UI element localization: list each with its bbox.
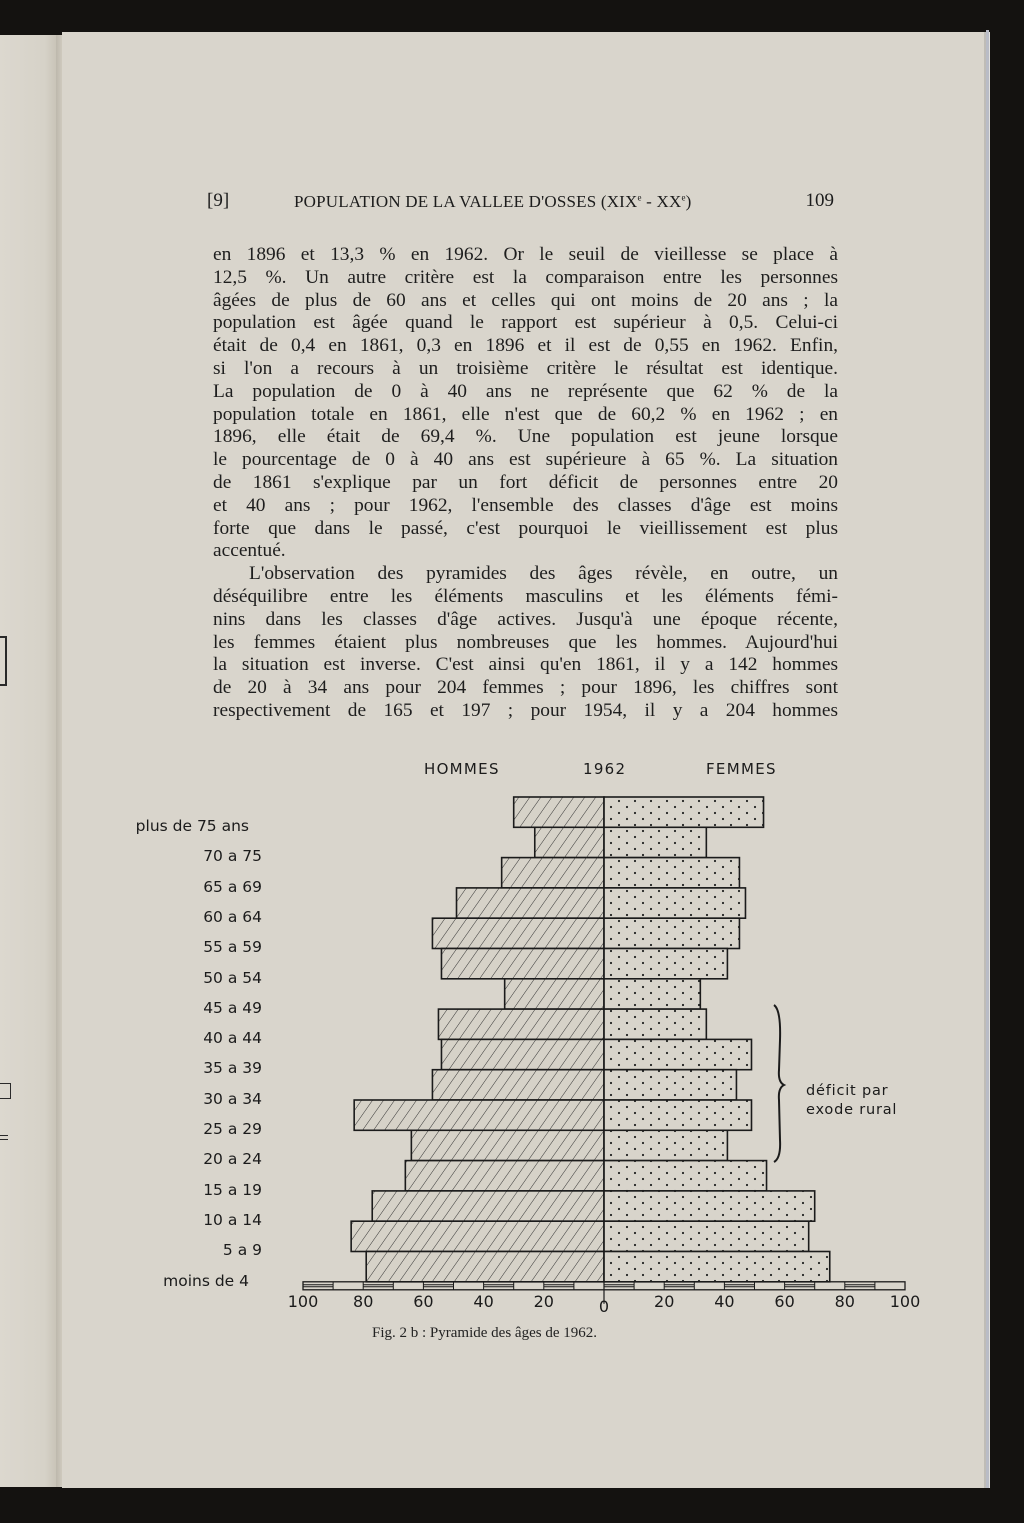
x-axis-tick-label: 80 — [834, 1292, 855, 1311]
x-axis-tick-label: 60 — [413, 1292, 434, 1311]
page-number: 109 — [805, 190, 834, 211]
age-group-label: 20 a 24 — [203, 1150, 262, 1169]
bar-women — [604, 1191, 815, 1221]
bar-women — [604, 1130, 727, 1160]
age-group-label: 45 a 49 — [203, 998, 262, 1017]
age-group-label: 55 a 59 — [203, 938, 262, 957]
bar-women — [604, 1039, 751, 1069]
text-line: de 1861 s'explique par un fort déficit de personnes entre 20 — [213, 471, 838, 493]
text-line: 12,5 %. Un autre critère est la comparaison entre les personnes — [213, 266, 838, 288]
text-line: forte que dans le passé, c'est pourquoi le vieillissement est plus — [213, 517, 838, 539]
age-group-label: 30 a 34 — [203, 1089, 262, 1108]
bar-women — [604, 1100, 751, 1130]
bar-men — [351, 1221, 604, 1251]
bar-men — [432, 1070, 604, 1100]
running-title-text: - XX — [641, 192, 682, 211]
bar-women — [604, 827, 706, 857]
bar-men — [405, 1161, 604, 1191]
bar-women — [604, 1009, 706, 1039]
bar-men — [457, 888, 604, 918]
age-group-label: 65 a 69 — [203, 877, 262, 896]
bar-women — [604, 1070, 736, 1100]
age-group-label: 50 a 54 — [203, 968, 262, 987]
bar-women — [604, 797, 764, 827]
text-line: L'observation des pyramides des âges révèle, en outre, un — [249, 563, 838, 585]
superscript: e — [681, 192, 686, 203]
annotation-deficit — [806, 1082, 897, 1120]
x-axis-tick-label: 40 — [714, 1292, 735, 1311]
bar-women — [604, 1161, 767, 1191]
x-axis-tick-label: 0 — [598, 1297, 610, 1316]
running-title-text: ) — [685, 192, 692, 211]
age-group-label: 40 a 44 — [203, 1029, 262, 1048]
bar-men — [411, 1130, 604, 1160]
bar-men — [438, 1009, 604, 1039]
bar-men — [505, 979, 604, 1009]
x-axis-tick-label: 40 — [473, 1292, 494, 1311]
bar-men — [441, 1039, 604, 1069]
text-line: âgées de plus de 60 ans et celles qui ont moins de 20 ans ; la — [213, 289, 838, 311]
annotation-bracket — [774, 1005, 784, 1162]
text-line: accentué. — [213, 540, 286, 562]
text-line: la situation est inverse. C'est ainsi qu'en 1861, il y a 142 hommes — [213, 654, 838, 676]
bar-men — [354, 1100, 604, 1130]
text-line: le pourcentage de 0 à 40 ans est supérieure à 65 %. La situation — [213, 449, 838, 471]
figure-caption: Fig. 2 b : Pyramide des âges de 1962. — [372, 1325, 597, 1341]
x-axis-tick-label: 80 — [353, 1292, 374, 1311]
bar-men — [514, 797, 604, 827]
bar-women — [604, 858, 739, 888]
bar-men — [366, 1252, 604, 1282]
x-axis-tick-label: 100 — [287, 1292, 319, 1311]
age-group-label: moins de 4 — [163, 1271, 249, 1290]
bar-women — [604, 1252, 830, 1282]
text-line: La population de 0 à 40 ans ne représente que 62 % de la — [213, 380, 838, 402]
text-line: les femmes étaient plus nombreuses que les hommes. Aujourd'hui — [213, 631, 838, 653]
text-line: si l'on a recours à un troisième critère le résultat est identique. — [213, 357, 838, 379]
chart-year-title: 1962 — [583, 760, 627, 778]
bar-men — [432, 918, 604, 948]
text-line: population totale en 1861, elle n'est que de 60,2 % en 1962 ; en — [213, 403, 838, 425]
men-label: HOMMES — [424, 760, 500, 778]
bar-women — [604, 1221, 809, 1251]
bar-women — [604, 949, 727, 979]
bar-men — [372, 1191, 604, 1221]
x-axis-tick-label: 60 — [774, 1292, 795, 1311]
text-line: et 40 ans ; pour 1962, l'ensemble des classes d'âge est moins — [213, 494, 838, 516]
text-line: 1896, elle était de 69,4 %. Une population est jeune lorsque — [213, 426, 838, 448]
women-label: FEMMES — [706, 760, 777, 778]
text-line: de 20 à 34 ans pour 204 femmes ; pour 1896, les chiffres sont — [213, 677, 838, 699]
bar-women — [604, 979, 700, 1009]
text-line: respectivement de 165 et 197 ; pour 1954, il y a 204 hommes — [213, 699, 838, 721]
x-axis-tick-label: 20 — [533, 1292, 554, 1311]
age-group-label: 35 a 39 — [203, 1059, 262, 1078]
bar-men — [441, 949, 604, 979]
annotation-line: exode rural — [806, 1102, 898, 1118]
x-axis-tick-label: 20 — [654, 1292, 675, 1311]
age-group-label: 10 a 14 — [203, 1210, 262, 1229]
age-group-label: plus de 75 ans — [135, 817, 249, 835]
annotation-line: déficit par — [806, 1083, 889, 1099]
text-line: déséquilibre entre les éléments masculins et les éléments fémi- — [213, 585, 838, 607]
age-group-label: 60 a 64 — [203, 907, 262, 926]
bar-women — [604, 918, 739, 948]
text-line: était de 0,4 en 1861, 0,3 en 1896 et il est de 0,55 en 1962. Enfin, — [213, 335, 838, 357]
bar-men — [502, 858, 604, 888]
bar-women — [604, 888, 745, 918]
text-line: nins dans les classes d'âge actives. Jusqu'à une époque récente, — [213, 608, 838, 630]
text-line: en 1896 et 13,3 % en 1962. Or le seuil de vieillesse se place à — [213, 244, 838, 265]
age-group-label: 5 a 9 — [222, 1241, 262, 1260]
age-group-label: 25 a 29 — [203, 1120, 262, 1138]
bar-men — [535, 827, 604, 857]
age-group-label: 70 a 75 — [203, 847, 262, 866]
text-line: population est âgée quand le rapport est supérieur à 0,5. Celui-ci — [213, 312, 838, 334]
age-group-label: 15 a 19 — [203, 1180, 262, 1199]
x-axis-tick-label: 100 — [889, 1292, 921, 1311]
section-number: [9] — [207, 190, 230, 211]
superscript: e — [637, 192, 642, 203]
running-title-text: POPULATION DE LA VALLEE D'OSSES (XIX — [294, 192, 638, 211]
